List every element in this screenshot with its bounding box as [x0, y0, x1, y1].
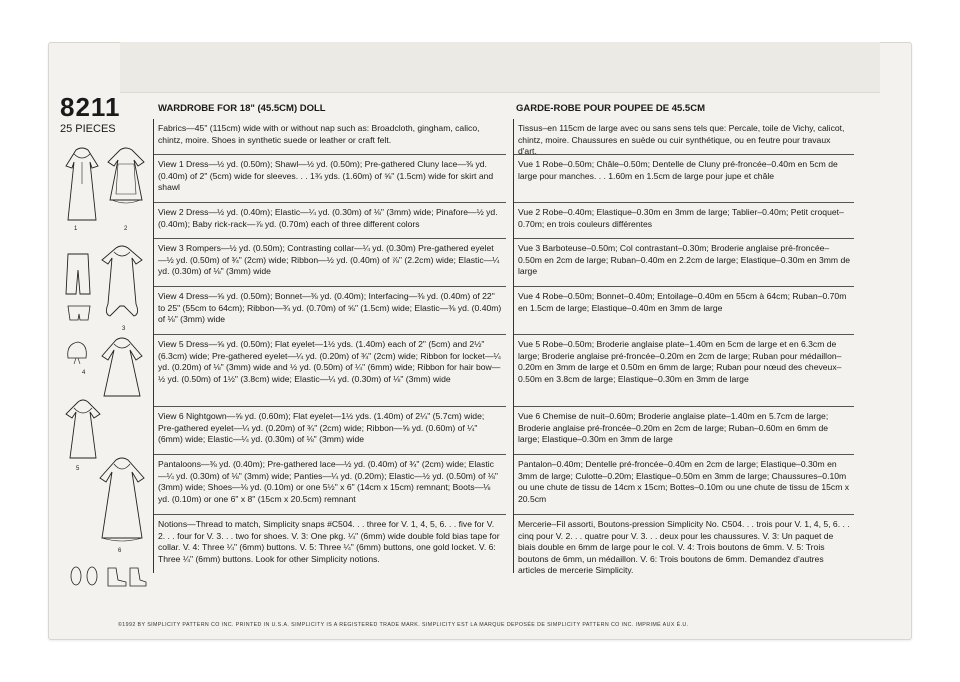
title-english: WARDROBE FOR 18" (45.5CM) DOLL [158, 103, 326, 114]
view1-en: View 1 Dress—½ yd. (0.50m); Shawl—½ yd. (0.50m); Pre-gathered Cluny lace—⅜ yd. (0.40m) of 2" (5cm) wide for sleeves. . . 1¾ yds. (1.60m) of ⅝" (1.5cm) wide for skirt and shawl [154, 155, 506, 203]
pattern-number: 8211 [60, 92, 121, 122]
view4-fr: Vue 4 Robe–0.50m; Bonnet–0.40m; Entoilage–0.40m en 55cm à 64cm; Ruban–0.70m en 1.5cm de large; Elastique–0.40m en 3mm de large [514, 287, 854, 335]
view3-en: View 3 Rompers—½ yd. (0.50m); Contrasting collar—¼ yd. (0.30m) Pre-gathered eyelet—½ yd. (0.50m) of ¾" (2cm) wide; Ribbon—½ yd. (0.40m) of ⅞" (2.2cm) wide; Elastic—¼ yd. (0.30m) of ⅛" (3mm) wide [154, 239, 506, 287]
figure-label-5: 5 [76, 466, 80, 472]
view-illustrations [60, 140, 152, 620]
figure-label-3: 3 [122, 326, 126, 332]
figure-label-1: 1 [74, 226, 78, 232]
view6-en: View 6 Nightgown—⅝ yd. (0.60m); Flat eyelet—1½ yds. (1.40m) of 2¼" (5.7cm) wide; Pre-gathered eyelet—¼ yd. (0.20m) of ¾" (2cm) wide; Ribbon—⅝ yd. (0.60m) of ¼" (6mm) wide; Elastic—¼ yd. (0.30m) of ⅛" (3mm) wide [154, 407, 506, 455]
view2-fr: Vue 2 Robe–0.40m; Elastique–0.30m en 3mm de large; Tablier–0.40m; Petit croquet–0.70m; en trois couleurs différentes [514, 203, 854, 239]
view4-dress-illustration [96, 336, 148, 404]
view6-nightgown-illustration [94, 456, 150, 546]
view2-dress-illustration [104, 144, 148, 224]
english-requirements [153, 119, 506, 573]
view1-dress-illustration [62, 144, 102, 224]
fabrics-en: Fabrics—45" (115cm) wide with or without nap such as: Broadcloth, gingham, calico, chintz, moire. Shoes in synthetic suede or leather or craft felt. [154, 119, 506, 155]
pantaloons-fr: Pantalon–0.40m; Dentelle pré-froncée–0.40m en 2cm de large; Elastique–0.30m en 3mm de large; Culotte–0.20m; Elastique–0.50m en 3mm de large; Chaussures–0.10m ou une chute de tissu de 14cm x 15cm; Bottes–0.10m ou une chute de tissu de 15cm x 20.5cm [514, 455, 854, 515]
figure-label-6: 6 [118, 548, 122, 554]
view5-en: View 5 Dress—⅝ yd. (0.50m); Flat eyelet—1½ yds. (1.40m) each of 2" (5cm) and 2½" (6.3cm) wide; Pre-gathered eyelet—¼ yd. (0.20m) of ¾" (2cm) wide; Ribbon for locket—¼ yd. (0.20m) of ⅛" (3mm) wide and ½ yd. (0.50m) of ¼" (6mm) wide; Ribbon for hair bow—½ yd. (0.50m) of 1½" (3.8cm) wide; Elastic—¼ yd. (0.30m) of ⅛" (3mm) wide [154, 335, 506, 407]
copyright-footer: ©1992 BY SIMPLICITY PATTERN CO INC. PRINTED IN U.S.A. SIMPLICITY IS A REGISTERED TRADE MARK. SIMPLICITY EST LA MARQUE DEPOSÉE DE SIMPLICITY PATTERN CO INC. IMPRIMÉ AUX É.U. [118, 622, 689, 628]
envelope-flap [120, 42, 880, 93]
view6-fr: Vue 6 Chemise de nuit–0.60m; Broderie anglaise plate–1.40m en 5.7cm de large; Broderie anglaise pré-froncée–0.20m en 2cm de large; Ruban–0.60m en 6mm de large; Elastique–0.30m en 3mm de large [514, 407, 854, 455]
notions-en: Notions—Thread to match, Simplicity snaps #C504. . . three for V. 1, 4, 5, 6. . . five for V. 2. . . four for V. 3. . . two for shoes. V. 3: One pkg. ¼" (6mm) wide double fold bias tape for collar. V. 4: Three ¼" (6mm) buttons. V. 5: Three ¼" (6mm) buttons, one gold locket. V. 6: Three ¼" (6mm) buttons. Look for other Simplicity notions. [158, 519, 500, 564]
fabrics-fr: Tissus–en 115cm de large avec ou sans sens tels que: Percale, toile de Vichy, calicot, chintz, moire. Chaussures en suède ou cuir synthétique, ou en feutre pour travaux d'art. [514, 119, 854, 155]
pieces-count: 25 PIECES [60, 123, 116, 135]
shoes-illustration [68, 564, 148, 588]
panties-illustration [66, 304, 92, 324]
view4-en: View 4 Dress—⅝ yd. (0.50m); Bonnet—⅜ yd. (0.40m); Interfacing—⅜ yd. (0.40m) of 22" to 25" (55cm to 64cm); Ribbon—¾ yd. (0.70m) of ⅝" (1.5cm) wide; Elastic—⅜ yd. (0.40m) of ⅛" (3mm) wide [154, 287, 506, 335]
pantaloons-illustration [64, 250, 92, 300]
notions-fr: Mercerie–Fil assorti, Boutons-pression Simplicity No. C504. . . trois pour V. 1, 4, 5, 6. . . cinq pour V. 2. . . quatre pour V. 3. . . deux pour les chaussures. V. 3: Un paquet de biais double en 6mm de large pour le col. V. 4: Trois boutons de 6mm. V. 5: Trois boutons de 6mm, un médaillon. V. 6: Trois boutons de 6mm. Demandez d'autres articles de mercerie Simplicity. [518, 519, 850, 576]
view2-en: View 2 Dress—½ yd. (0.40m); Elastic—¼ yd. (0.30m) of ⅛" (3mm) wide; Pinafore—½ yd. (0.40m); Baby rick-rack—⅞ yd. (0.70m) each of three different colors [154, 203, 506, 239]
view3-fr: Vue 3 Barboteuse–0.50m; Col contrastant–0.30m; Broderie anglaise pré-froncée–0.50m en 2cm de large; Ruban–0.40m en 2.2cm de large; Elastique–0.30m en 3mm de large [514, 239, 854, 287]
view5-fr: Vue 5 Robe–0.50m; Broderie anglaise plate–1.40m en 5cm de large et en 6.3cm de large; Broderie anglaise pré-froncée–0.20m en 2cm de large; Ruban pour médaillon–0.20m en 3mm de large et 0.50m en 6mm de large; Ruban pour nœud des cheveux–0.50m en 3.8cm de large; Elastique–0.30m en 3mm de large [514, 335, 854, 407]
view3-rompers-illustration [96, 244, 148, 324]
french-requirements [513, 119, 854, 576]
bonnet-illustration [64, 338, 90, 364]
pantaloons-en: Pantaloons—⅜ yd. (0.40m); Pre-gathered lace—½ yd. (0.40m) of ¾" (2cm) wide; Elastic—¼ yd. (0.30m) of ⅛" (3mm) wide; Panties—¼ yd. (0.20m); Elastic—½ yd. (0.50m) of ⅛" (3mm) wide; Shoes—⅛ yd. (0.10m) or one 5½" x 6" (14cm x 15cm) remnant; Boots—⅛ yd. (0.10m) or one 6" x 8" (15cm x 20.5cm) remnant [154, 455, 506, 515]
figure-label-2: 2 [124, 226, 128, 232]
title-french: GARDE-ROBE POUR POUPEE DE 45.5CM [516, 103, 705, 114]
figure-label-4: 4 [82, 370, 86, 376]
view1-fr: Vue 1 Robe–0.50m; Châle–0.50m; Dentelle de Cluny pré-froncée–0.40m en 5cm de large pour manches. . . 1.60m en 1.5cm de large pour jupe et châle [514, 155, 854, 203]
